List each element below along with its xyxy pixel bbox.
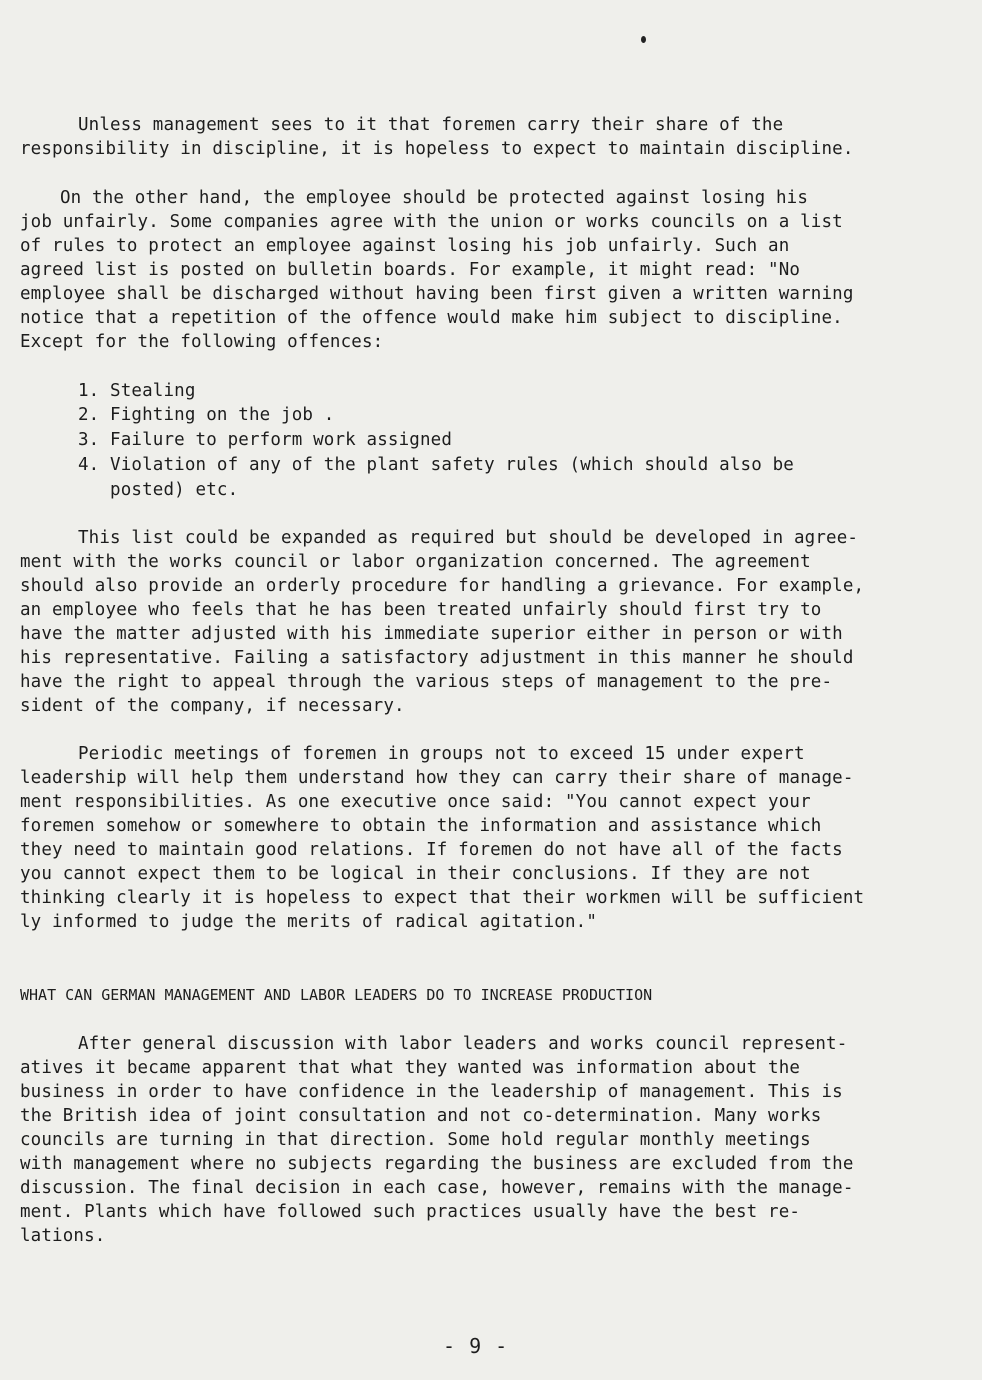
list-item-3: 3. Failure to perform work assigned bbox=[78, 430, 453, 450]
paragraph-5-line-5: councils are turning in that direction. Some hold regular monthly meetings bbox=[20, 1130, 811, 1150]
paragraph-5-line-8: ment. Plants which have followed such practices usually have the best re- bbox=[20, 1202, 801, 1222]
paragraph-1-line-1: Unless management sees to it that foremen carry their share of the bbox=[78, 115, 784, 135]
paragraph-2-line-7: Except for the following offences: bbox=[20, 332, 384, 352]
paragraph-2-line-2: job unfairly. Some companies agree with the union or works councils on a list bbox=[20, 212, 843, 232]
list-item-1: 1. Stealing bbox=[78, 381, 196, 401]
paragraph-2-line-5: employee shall be discharged without having been first given a written warning bbox=[20, 284, 854, 304]
section-heading: WHAT CAN GERMAN MANAGEMENT AND LABOR LEADERS DO TO INCREASE PRODUCTION bbox=[20, 986, 653, 1004]
paragraph-3-line-3: should also provide an orderly procedure for handling a grievance. For example, bbox=[20, 576, 865, 596]
paragraph-5-line-4: the British idea of joint consultation and not co-determination. Many works bbox=[20, 1106, 822, 1126]
paragraph-4-line-2: leadership will help them understand how they can carry their share of manage- bbox=[20, 768, 854, 788]
list-item-4: 4. Violation of any of the plant safety rules (which should also be bbox=[78, 455, 794, 475]
paragraph-5-line-2: atives it became apparent that what they wanted was information about the bbox=[20, 1058, 801, 1078]
ink-speck bbox=[641, 36, 646, 43]
paragraph-4-line-3: ment responsibilities. As one executive once said: "You cannot expect your bbox=[20, 792, 811, 812]
paragraph-3-line-2: ment with the works council or labor organization concerned. The agreement bbox=[20, 552, 811, 572]
paragraph-4-line-8: ly informed to judge the merits of radical agitation." bbox=[20, 912, 598, 932]
paragraph-4-line-6: you cannot expect them to be logical in their conclusions. If they are not bbox=[20, 864, 811, 884]
paragraph-2-line-6: notice that a repetition of the offence would make him subject to discipline. bbox=[20, 308, 843, 328]
paragraph-5-line-1: After general discussion with labor leaders and works council represent- bbox=[78, 1034, 848, 1054]
paragraph-3-line-6: his representative. Failing a satisfactory adjustment in this manner he should bbox=[20, 648, 854, 668]
paragraph-5-line-3: business in order to have confidence in the leadership of management. This is bbox=[20, 1082, 843, 1102]
paragraph-5-line-9: lations. bbox=[20, 1226, 106, 1246]
paragraph-3-line-1: This list could be expanded as required but should be developed in agree- bbox=[78, 528, 859, 548]
list-item-2: 2. Fighting on the job . bbox=[78, 405, 335, 425]
list-item-4-continued: posted) etc. bbox=[78, 480, 239, 500]
paragraph-3-line-5: have the matter adjusted with his immediate superior either in person or with bbox=[20, 624, 843, 644]
paragraph-3-line-4: an employee who feels that he has been treated unfairly should first try to bbox=[20, 600, 822, 620]
paragraph-2-line-4: agreed list is posted on bulletin boards. For example, it might read: "No bbox=[20, 260, 801, 280]
paragraph-2-line-3: of rules to protect an employee against losing his job unfairly. Such an bbox=[20, 236, 790, 256]
paragraph-4-line-4: foremen somehow or somewhere to obtain the information and assistance which bbox=[20, 816, 822, 836]
paragraph-3-line-8: sident of the company, if necessary. bbox=[20, 696, 405, 716]
paragraph-3-line-7: have the right to appeal through the various steps of management to the pre- bbox=[20, 672, 833, 692]
paragraph-4-line-1: Periodic meetings of foremen in groups not to exceed 15 under expert bbox=[78, 744, 805, 764]
paragraph-4-line-5: they need to maintain good relations. If foremen do not have all of the facts bbox=[20, 840, 843, 860]
paragraph-5-line-7: discussion. The final decision in each case, however, remains with the manage- bbox=[20, 1178, 854, 1198]
page-number: - 9 - bbox=[443, 1334, 509, 1358]
paragraph-2-line-1: On the other hand, the employee should be protected against losing his bbox=[60, 188, 809, 208]
paragraph-4-line-7: thinking clearly it is hopeless to expect that their workmen will be sufficient bbox=[20, 888, 865, 908]
paragraph-1-line-2: responsibility in discipline, it is hopeless to expect to maintain discipline. bbox=[20, 139, 854, 159]
paragraph-5-line-6: with management where no subjects regarding the business are excluded from the bbox=[20, 1154, 854, 1174]
